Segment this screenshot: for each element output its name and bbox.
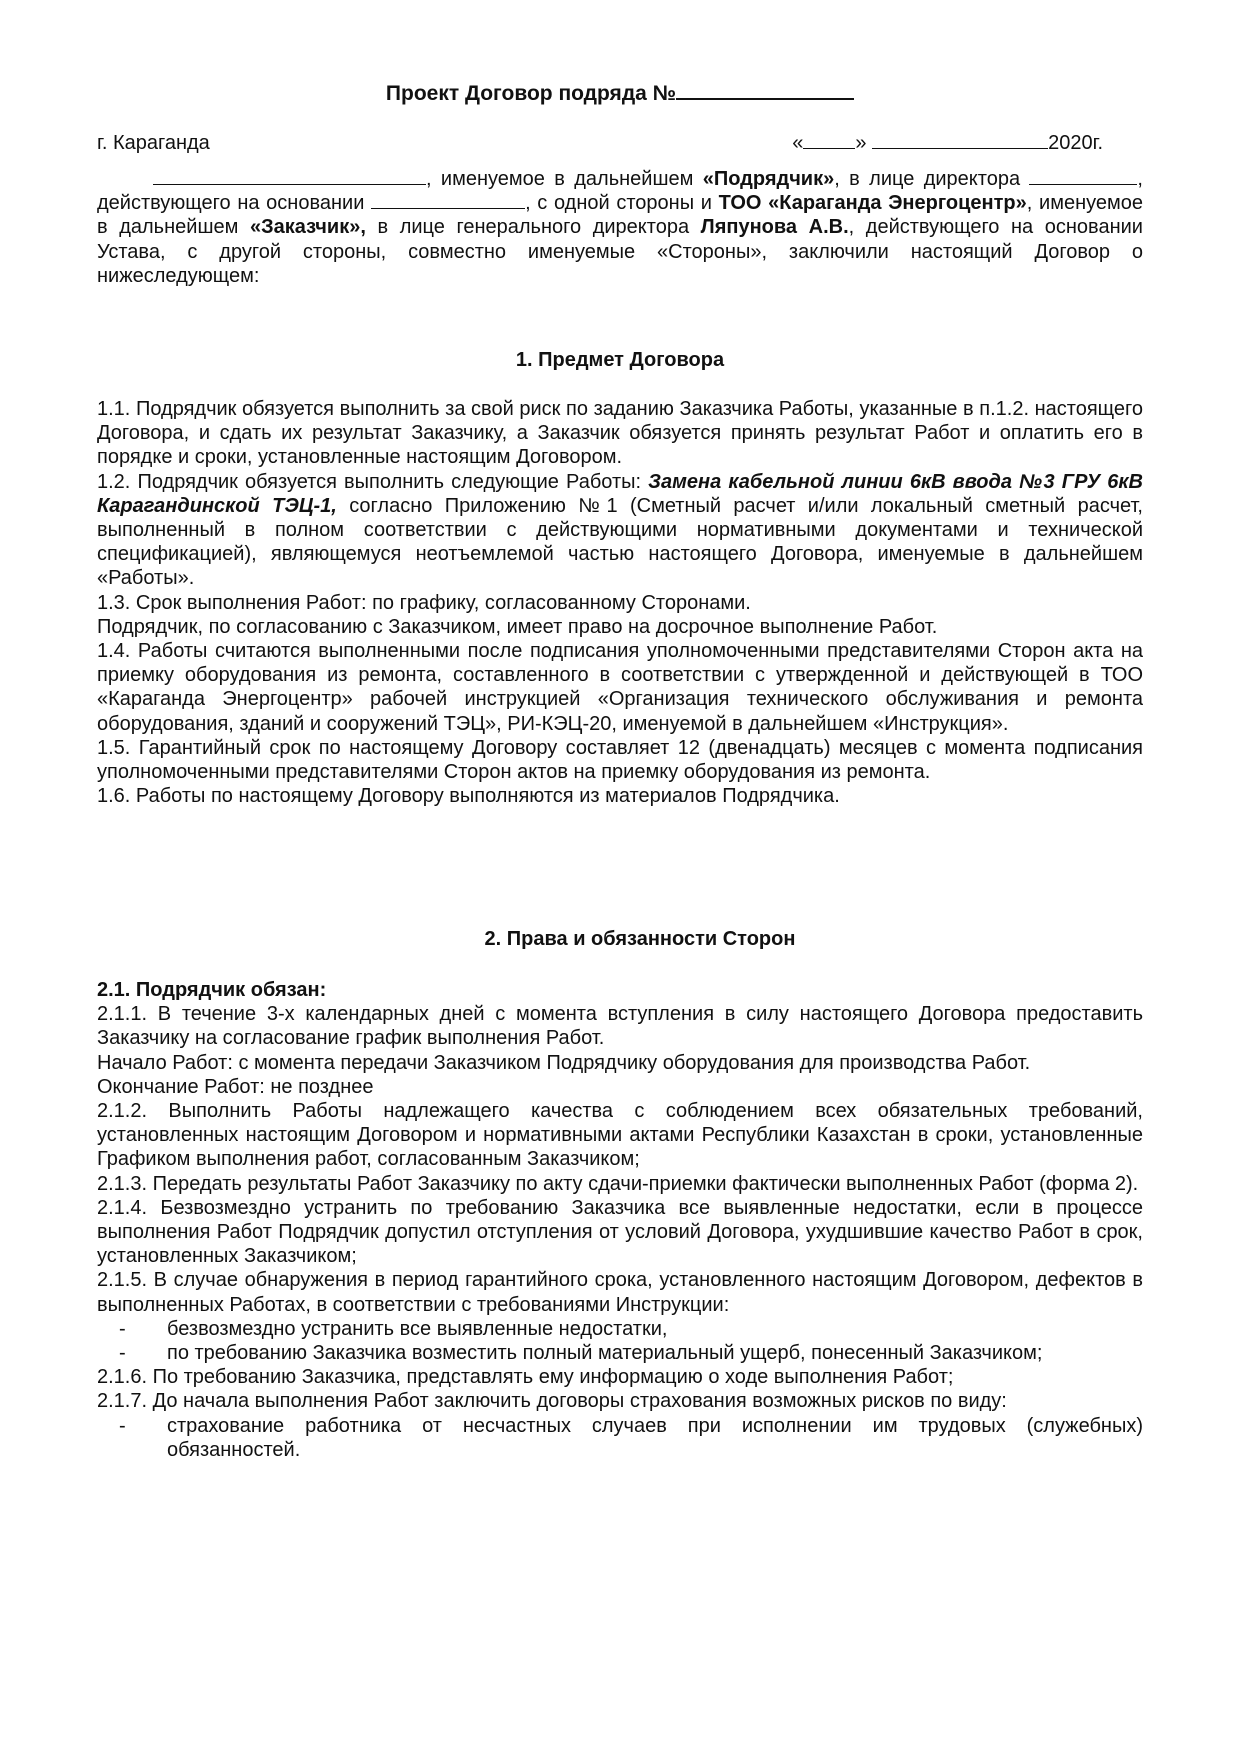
basis-blank (371, 192, 525, 209)
month-blank (872, 132, 1048, 149)
subsection-2-1 (97, 978, 1143, 1002)
bullet-dash: - (119, 1342, 126, 1365)
contractor-term: «Подрядчик» (702, 168, 835, 190)
bullet-item (97, 1414, 1143, 1462)
customer-term: «Заказчик», (249, 216, 366, 239)
director-name: Ляпунова А.В. (700, 216, 849, 239)
section-2-heading: 2. Права и обязанности Сторон (484, 928, 796, 950)
date-open-quote: « (792, 132, 804, 154)
bullet-text: страхование работника от несчастных случаев при исполнении им трудовых (служебных) обязанностей. (167, 1414, 1143, 1461)
contract-number-blank (676, 80, 854, 100)
clause-2-1-7: 2.1.7. До начала выполнения Работ заключить договоры страхования возможных рисков по виду: (97, 1390, 1007, 1413)
intro-text-3: , действующего на основании (97, 168, 1143, 215)
section-1-heading: 1. Предмет Договора (515, 349, 725, 371)
clause-2-1-1: 2.1.1. В течение 3-х календарных дней с момента вступления в силу настоящего Договора предоставить Заказчику на согласование график выполнения Работ. (97, 1003, 1143, 1050)
title-text: Проект Договор подряда № (385, 82, 677, 105)
subsection-2-1-title: 2.1. Подрядчик обязан: (97, 979, 327, 1001)
clause-2-1-4: 2.1.4. Безвозмездно устранить по требованию Заказчика все выявленные недостатки, если в процессе выполнения Работ Подрядчик допустил отступления от условий Договора, ухудшившие качество Работ в срок, установленных Заказчиком; (97, 1196, 1143, 1268)
date-line (792, 132, 1103, 155)
clause-1-2 (97, 470, 1143, 591)
bullet-dash: - (119, 1317, 126, 1340)
bullet-dash: - (119, 1414, 126, 1437)
clause-1-2-lead: 1.2. Подрядчик обязуется выполнить следующие Работы: (97, 470, 649, 493)
document-title (0, 80, 1240, 106)
clause-1-6: 1.6. Работы по настоящему Договору выполняются из материалов Подрядчика. (97, 785, 840, 808)
date-year: 2020г. (1048, 132, 1103, 154)
director-name-blank (1029, 168, 1137, 185)
work-end: Окончание Работ: не позднее (97, 1075, 374, 1098)
section-2-body (97, 978, 1143, 1462)
intro-paragraph (97, 167, 1143, 288)
intro-text-4: , с одной стороны и (525, 192, 719, 215)
work-start: Начало Работ: с момента передачи Заказчиком Подрядчику оборудования для производства Работ. (97, 1051, 1031, 1074)
bullet-item (97, 1341, 1143, 1365)
contractor-name-blank (153, 168, 426, 185)
bullet-item (97, 1317, 1143, 1341)
clause-2-1-6: 2.1.6. По требованию Заказчика, представлять ему информацию о ходе выполнения Работ; (97, 1366, 954, 1389)
intro-text-7: , действующего на основании Устава, с другой стороны, совместно именуемые «Стороны», заключили настоящий Договор о нижеследующем: (97, 216, 1143, 287)
bullet-text: безвозмездно устранить все выявленные недостатки, (167, 1317, 668, 1340)
section-1-body (97, 397, 1143, 808)
clause-2-1-2: 2.1.2. Выполнить Работы надлежащего качества с соблюдением всех обязательных требований, установленных настоящим Договором и нормативными актами Республики Казахстан в сроки, установленные Графиком выполнения работ, согласованным Заказчиком; (97, 1100, 1143, 1171)
date-close-quote: » (855, 132, 867, 154)
clause-1-4: 1.4. Работы считаются выполненными после подписания уполномоченными представителями Сторон акта на приемку оборудования из ремонта, составленного в соответствии с утвержденной и действующей в ТОО «Караганда Энергоцентр» рабочей инструкцией «Организация технического обслуживания и ремонта оборудования, зданий и сооружений ТЭЦ», РИ-КЭЦ-20, именуемой в дальнейшем «Инструкция». (97, 640, 1143, 735)
clause-1-2-work-title: Замена кабельной линии 6кВ ввода №3 ГРУ 6кВ Карагандинской ТЭЦ-1, (97, 470, 1143, 517)
clause-2-1-5: 2.1.5. В случае обнаружения в период гарантийного срока, установленного настоящим Договором, дефектов в выполненных Работах, в соответствии с требованиями Инструкции: (97, 1269, 1143, 1316)
intro-text-6: в лице генерального директора (365, 216, 701, 239)
intro-text-1: , именуемое в дальнейшем (426, 168, 703, 190)
city-label: г. Караганда (97, 132, 210, 154)
bullet-text: по требованию Заказчика возместить полный материальный ущерб, понесенный Заказчиком; (167, 1342, 1043, 1365)
clause-1-2-rest: согласно Приложению №1 (Сметный расчет и/или локальный сметный расчет, выполненный в полном соответствии с действующими нормативными документами и технической спецификацией), являющемуся неотъемлемой частью настоящего Договора, именуемые в дальнейшем «Работы». (97, 494, 1143, 590)
day-blank (803, 132, 855, 149)
clause-1-5: 1.5. Гарантийный срок по настоящему Договору составляет 12 (двенадцать) месяцев с момента подписания уполномоченными представителями Сторон актов на приемку оборудования из ремонта. (97, 736, 1143, 784)
intro-text-5: , именуемое в дальнейшем (97, 192, 1144, 239)
clause-2-1-3: 2.1.3. Передать результаты Работ Заказчику по акту сдачи-приемки фактически выполненных Работ (форма 2). (97, 1172, 1139, 1195)
company-name: ТОО «Караганда Энергоцентр» (718, 192, 1027, 215)
clause-1-1: 1.1. Подрядчик обязуется выполнить за свой риск по заданию Заказчика Работы, указанные в п.1.2. настоящего Договора, и сдать их результат Заказчику, а Заказчик обязуется принять результат Работ и оплатить его в порядке и сроки, установленные настоящим Договором. (97, 398, 1143, 469)
clause-1-3-note: Подрядчик, по согласованию с Заказчиком, имеет право на досрочное выполнение Работ. (97, 615, 938, 638)
clause-1-3: 1.3. Срок выполнения Работ: по графику, согласованному Сторонами. (97, 591, 751, 614)
intro-text-2: , в лице директора (834, 168, 1021, 190)
